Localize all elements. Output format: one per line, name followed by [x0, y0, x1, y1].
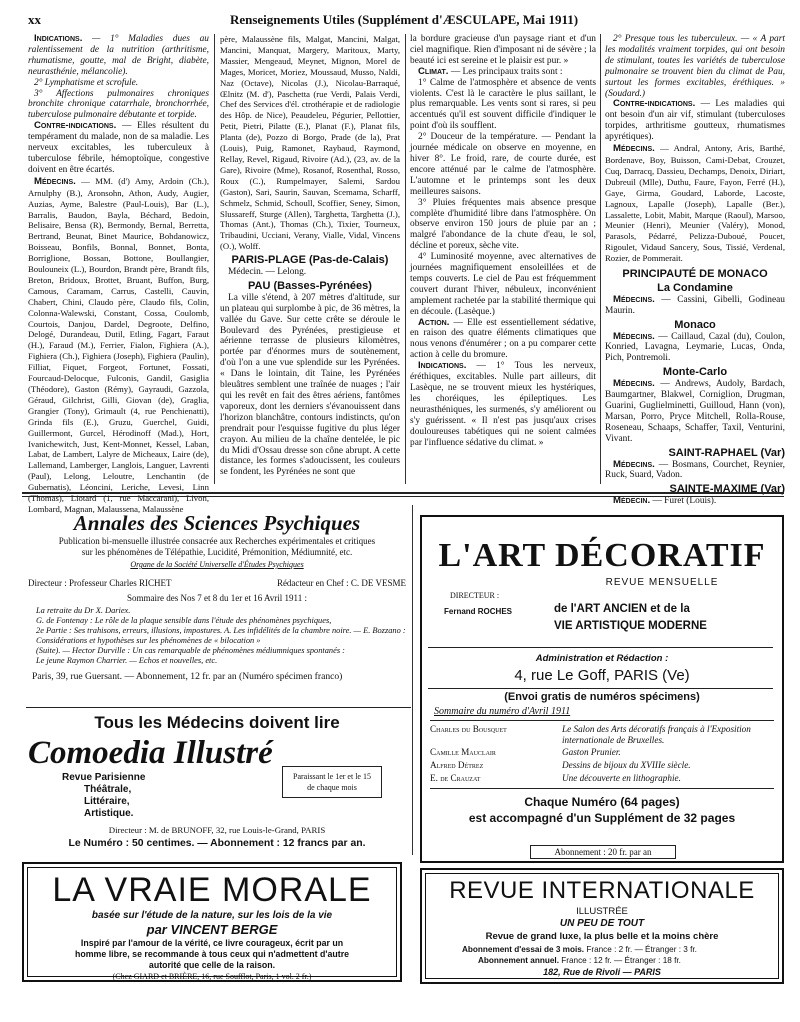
column-divider: [405, 34, 406, 484]
revue-line-2a: Abonnement d'essai de 3 mois.: [462, 945, 585, 954]
art-author: E. de Crauzat: [430, 773, 481, 783]
tuberculeux-paragraph: 2° Presque tous les tuberculeux. — « A part les modalités vraiment torpides, qui ont besoin de stimulant, toutes les variétés de tuberculose pulmonaire se trouvent bien du climat de Pau, surtout les formes excitables, éréthiques. » (Soudard.): [605, 34, 785, 99]
column-divider: [600, 34, 601, 484]
subheading-condamine: La Condamine: [657, 281, 733, 294]
art-author: Charles du Bousquet: [430, 724, 507, 734]
morale-line-2: par VINCENT BERGE: [146, 922, 278, 937]
revue-line-3b: France : 12 fr. — Étranger : 18 fr.: [561, 956, 681, 965]
art-title: L'ART DÉCORATIF: [438, 537, 766, 574]
art-address: 4, rue Le Goff, PARIS (Ve): [514, 667, 690, 684]
sainte-maxime-medecins: Médecin. — Furet (Louis).: [613, 495, 717, 507]
medecins-continued: père, Malaussène fils, Malgat, Mancini, Malgat, Mancini, Manquat, Margery, Maritoux, Marty, Massier, Mengeaud, Meynet, Mignon, Morel de Mages, Moricet, Moriez, Moussaud, Musso, Naldi, Naz (Octave), Nicolas (J.), Nicolau-Barraqué, Œlnitz (M. d'), Paschetta (rue Verdi, Palais Verdi, Chef des Services d'él. ctrothérapie et de radiologie des Hôp. de Nice), Peaudeleu, Pégurier, Pellottier, Petit, Pietri, Pilatte (E.), Planat (F.), Planat fils, Planta (de), Pozzo di Borgo, Prade (de la), Prat (Louis), Puig, Ramonet, Raybaud, Raymond, Rellay, Revel, Rigaud, Rivoire (Ad.), (23, av. de la Gare), Rivoire (Mme), Rosanof, Rosenthal, Rosso, Roux (C.), Rumpelmayer, Salemi, Sardou (Gaston), Sari, Saurin, Sauvan, Scemama, Scharff, Schmelz, Schmid, Schoull, Scoffier, Seney, Simon, Slussareff, Sturge (Allen), Targhetta, Targhetta (J.), Thomas (Ant.), Thomas (Ch.), Tixier, Tourneux, Tribaudini, Ucciani, Verany, Vialle, Vidal, Vincens (O.), Wolff.: [220, 34, 400, 252]
revue-title: REVUE INTERNATIONALE: [449, 877, 755, 904]
annales-line-1: Publication bi-mensuelle illustrée consacrée aux Recherches expérimentales et critiques: [58, 536, 376, 546]
climat-pluies: 3° Pluies fréquentes mais absence presque complète d'humidité libre dans l'atmosphère. On observe environ 150 jours de pluie par an ; malgré l'abondance de la chute d'eau, le sol, décline et poreux, sèche vite.: [410, 197, 596, 252]
annales-summary-4: (Suite). — Hector Durville : Un cas remarquable de phénomènes médiumniques spontanés :: [36, 646, 345, 655]
comoedia-title: Comoedia Illustré: [28, 735, 273, 771]
column-2: [220, 34, 400, 484]
annales-address: Paris, 39, rue Guersant. — Abonnement, 12 fr. par an (Numéro spécimen franco): [32, 671, 343, 682]
art-author: Camille Mauclair: [430, 747, 496, 757]
art-subtitle: REVUE MENSUELLE: [605, 577, 719, 588]
art-article: Dessins de bijoux du XVIIIe siècle.: [562, 760, 691, 770]
annales-summary: Sommaire des Nos 7 et 8 du 1er et 16 Avril 1911 :: [127, 593, 307, 603]
annales-summary-2: G. de Fontenay : Le rôle de la plaque sensible dans l'étude des phénomènes psychiques,: [36, 616, 332, 625]
art-line-2: VIE ARTISTIQUE MODERNE: [554, 620, 707, 632]
column-divider: [214, 34, 215, 484]
art-lines: [422, 603, 782, 639]
condamine-medecins: Médecins. — Cassini, Gibelli, Godineau Maurin.: [605, 293, 785, 316]
comoedia-line-4: Artistique.: [84, 808, 134, 819]
table-row: [430, 759, 774, 772]
comoedia-price: Le Numéro : 50 centimes. — Abonnement : 12 francs par an.: [68, 838, 366, 849]
subheading-saint-raphael: SAINT-RAPHAEL (Var): [668, 446, 785, 459]
ad-comoedia: [22, 712, 412, 852]
revue-line-3a: Abonnement annuel.: [478, 956, 559, 965]
art-article: Gaston Prunier.: [562, 747, 621, 757]
indications-pau-paragraph: Indications. — 1° Tous les nerveux, éréthiques, excitables. Nulle part ailleurs, dit Lasèque, ne se trouvent mieux les hystériques, les choréiques, les épileptiques. Les neurasthéniques, les surmenés, s'y améliorent ou s'y guérissent. « Il n'est pas jusqu'aux crises douloureuses tabétiques qui ne soient calmées par l'influence sédative du climat. »: [410, 360, 596, 448]
saint-raphael-medecins: Médecins. — Bosmans, Courchet, Reynier, Ruck, Suard, Vadon.: [605, 458, 785, 481]
medecins-pau: Médecins. — Andral, Antony, Aris, Barthé, Bordenave, Boy, Buisson, Cami-Debat, Crouzet, Cuq, Darracq, Dassieu, Dechamps, Denoix, Diriart, Dubreuil (Mlle), Duthu, Faure, Fayon, Ferré (H.), Gaye, Girma, Goudard, Laborde, Lacoste, Lagnoux, Lapalle (Joseph), Lapalle (Ber.), Lassalette, Lobit, Mabit, Marque (Raoul), Marsoo, Meunier (Henri), Meunier (Valéry), Monod, Parasols, Pédarré, Pelizza-Duboué, Poucet, Rigoulet, Vidaud Sancery, Sous, Tissié, Verdenal, Rozier, de Pommerait.: [605, 143, 785, 264]
annales-editor: Rédacteur en Chef : C. DE VESME: [276, 578, 406, 588]
ad-revue-internationale: [420, 868, 784, 984]
city-heading-paris-plage: PARIS-PLAGE (Pas-de-Calais): [231, 254, 389, 267]
city-heading-monaco: PRINCIPAUTÉ DE MONACO: [622, 268, 768, 281]
table-row: [430, 746, 774, 759]
subheading-monte-carlo: Monte-Carlo: [662, 366, 728, 379]
comoedia-body: [22, 772, 412, 824]
table-row: [430, 724, 774, 746]
comoedia-box: [282, 766, 382, 798]
lymphatisme-paragraph: 2° Lymphatisme et scrofule.: [34, 77, 139, 88]
comoedia-head: Tous les Médecins doivent lire: [94, 713, 340, 732]
comoedia-line-3: Littéraire,: [84, 796, 130, 807]
revue-line-3: [422, 955, 782, 966]
morale-line-6: (Chez GIARD et BRIÈRE, 16, rue Soufflot, Paris, 1 vol. 2 fr.): [112, 972, 312, 981]
art-line-1: de l'ART ANCIEN et de la: [554, 603, 690, 615]
pau-quote-end: la bordure gracieuse d'un paysage riant et d'un ciel magnifique. Rien d'imposant ni de sévère ; la beauté ici est sereine et le plaisir est pur. »: [410, 34, 596, 66]
annales-title: Annales des Sciences Psychiques: [73, 511, 361, 535]
affections-paragraph: 3° Affections pulmonaires chroniques bronchite chronique catarrhale, bronchorrhée, tuberculose pulmonaire débutante et torpide.: [28, 88, 209, 121]
ad-column-divider: [412, 505, 413, 855]
art-director-label: DIRECTEUR :: [450, 591, 500, 600]
revue-subtitle-2: UN PEU DE TOUT: [559, 918, 645, 929]
page-number: xx: [28, 12, 41, 27]
annales-summary-1: La retraite du Dr X. Dariex.: [36, 606, 131, 615]
revue-line-1: Revue de grand luxe, la plus belle et la moins chère: [485, 931, 719, 942]
annales-summary-5: Le jeune Raymon Charrier. — Echos et nouvelles, etc.: [36, 656, 218, 665]
art-admin: Administration et Rédaction :: [535, 653, 669, 664]
morale-title: LA VRAIE MORALE: [52, 871, 372, 909]
climat-douceur: 2° Douceur de la température. — Pendant la journée médicale on observe en moyenne, en hiver 8°. Le froid, rare, de courte durée, est encore atténué par le calme de l'atmosphère. L'automne et le printemps sont les deux meilleures saisons.: [410, 132, 596, 197]
running-header: [28, 12, 780, 28]
monaco-medecins: Médecins. — Caillaud, Cazal (du), Coulon, Konried, Lavagna, Leymarie, Lucas, Onda, Pich, Pontremoli.: [605, 330, 785, 364]
contre-indications-pau: Contre-indications. — Les maladies qui ont besoin d'un air vif, stimulant (tuberculoses torpides, arthritisme goutteux, rhumatismes apyrétiques).: [605, 98, 785, 143]
annales-director: Directeur : Professeur Charles RICHET: [28, 578, 172, 588]
morale-line-5: autorité que celle de la raison.: [148, 960, 276, 970]
pau-description: La ville s'étend, à 207 mètres d'altitude, sur un plateau qui surplombe à pic, de 36 mètres, la vallée du Gave. Sur cette crête se déroule le Boulevard des Pyrénées, prestigieuse et aérienne terrasse de plusieurs kilomètres, portée par d'énormes murs de soutènement, d'où l'on a une vue splendide sur les Pyrénées. « Dans le lointain, dit Taine, les Pyrénées bleuâtres semblent une traînée de nuages ; l'air qui les revêt en fait des êtres aériens, fantômes vaporeux, dont les derniers s'évanouissent dans l'horizon blanchâtre, contours indistincts, qu'on prendrait pour l'esquisse fugitive du plus léger crayon. Au milieu de la chaîne dentelée, le pic du Midi d'Ossau dresse son cône abrupt. A cette distance, les formes s'adoucissent, les couleurs se fondent, les Pyrénées ne sont que: [220, 292, 400, 478]
subheading-monaco: Monaco: [674, 318, 716, 331]
indications-paragraph: Indications. — 1° Maladies dues au ralentissement de la nutrition (arthritisme, rhumatisme, goutte, mal de Bright, diabète, neurasthénie, mélancolie).: [28, 33, 209, 77]
comoedia-box-line-1: Paraissant le 1er et le 15: [293, 772, 371, 781]
revue-address: 182, Rue de Rivoli — PARIS: [543, 967, 661, 977]
art-director: [422, 589, 782, 603]
column-3: [410, 34, 596, 484]
comoedia-box-line-2: de chaque mois: [307, 783, 357, 792]
morale-line-4: homme libre, se recommande à tous ceux qui n'admettent d'autre: [74, 949, 350, 959]
ad-annales: [22, 510, 412, 700]
art-summary: Sommaire du numéro d'Avril 1911: [434, 706, 571, 717]
section-divider: [22, 496, 784, 497]
climat-paragraph: Climat. — Les principaux traits sont :: [418, 65, 563, 77]
comoedia-line-2: Théâtrale,: [84, 784, 132, 795]
page-title: Renseignements Utiles (Supplément d'ÆSCULAPE, Mai 1911): [229, 12, 579, 27]
annales-line-2: sur les phénomènes de Télépathie, Lucidité, Prémonition, Médiumnité, etc.: [81, 547, 353, 557]
ad-art-decoratif: [420, 515, 784, 863]
annales-staff: [28, 578, 406, 589]
medecins-paragraph: Médecins. — MM. (d') Amy, Ardoin (Ch.), Arnulphy (B.), Aronsohn, Athon, Audy, Augier, Auzias, Ayme, Balestre (Paul-Louis), Bar (L.), Barralis, Baudon, Bayla, Béchard, Bedoin, Belisaire, Bensa (R), Bermondy, Bernal, Berretta, Bertrand, Beunat, Binet Maurice, Bohdanowicz, Boisseau, Bonfils, Bonnal, Bonnet, Bonta, Borriglione, Bossan, Bottone, Boullangier, Boulouneix (L.), Bourdon, Brandt père, Brandt fils, Breton, Bridoux, Brottet, Bruant, Buffon, Burg, Camous, Caramam, Carrus, Castelli, Cauvin, Chabert, Chini, Claudo père, Claudo fils, Colin, Colonna-Walewski, Constant, Cossa, Coulomb, Courtois, Danjou, Dardel, Degroote, Delfino, Delogé, Durandeau, Dutil, Etling, Fagart, Faraut (H.), Faraud (M.), Ferrier, Fialon, Fighiera (A.), Fighiera (Ch.), Fighiera (Joseph), Fighiera (Paulin), Filliat, Fiquet, Forgeot, Fortunet, Fossati, Fourcaud-Delocque, Fulconis, Gandil, Gasiglia (Théodore), Gaston (Rémy), Gayraudi, Gazzola, Géraud, Gilchrist, Gilli, Giovan (de), Graglia, Grangier (Tony), Grimault (4, rue Penchienatti), Grinda fils (E.), Gruzu, Guerchel, Guidi, Guillermont, Gurcel, Hérodinoff (Mad.), Hort, Ivanichewitch, Just, Kent-Monnet, Kessel, Laban, Labat, de Lambert, Lalyre de Micheaux, Laire (de), Lallemand, Lamberger, Langlois, Languer, Lavrenti (Paul), Lelong, Leloutre, Lenchantin (de Gubernatis), Léoncini, Leriche, Levesi, Linn (Thomas), Liotard (1, rue Maccarani), Livon, Lombard, Magnan, Malaussena, Malaussène: [28, 175, 209, 514]
climat-luminosite: 4° Luminosité moyenne, avec alternatives de journées magnifiquement ensoleillées et de temps couverts. Le ciel de Pau est fréquemment couvert durant l'hiver, nébuleux, inconvénient amplement rachetée par la stabilité thermique qui en découle. (Lasèque.): [410, 252, 596, 317]
art-abonnement: Abonnement : 20 fr. par an: [530, 845, 676, 859]
contre-indications-paragraph: Contre-indications. — Elles résultent du tempérament du malade, non de sa maladie. Les nerveux excitables, les tuberculeux à tuberculose fébrile, hémoptoïque, congestive doivent en être écartés.: [28, 120, 209, 175]
comoedia-director: Directeur : M. de BRUNOFF, 32, rue Louis-le-Grand, PARIS: [108, 825, 326, 835]
morale-line-3: Inspiré par l'amour de la vérité, ce livre courageux, écrit par un: [80, 938, 344, 948]
revue-line-2b: France : 2 fr. — Étranger : 3 fr.: [586, 945, 697, 954]
annales-summary-3: 2e Partie : Ses trahisons, erreurs, illusions, impostures. A. Les infidélités de la chambre noire. — E. Bozzano : Considérations et hypothèses sur les phénomènes de « bilocation »: [36, 626, 406, 645]
column-1: [28, 33, 209, 514]
comoedia-line-1: Revue Parisienne: [62, 772, 146, 783]
section-divider: [22, 492, 784, 494]
art-supplement: est accompagné d'un Supplément de 32 pages: [468, 811, 736, 825]
art-director-name: Fernand ROCHES: [444, 607, 513, 616]
art-summary-table: [430, 720, 774, 789]
ad-divider: [26, 707, 411, 708]
art-article: Une découverte en lithographie.: [562, 773, 681, 783]
morale-line-1: basée sur l'étude de la nature, sur les lois de la vie: [91, 910, 333, 921]
monte-carlo-medecins: Médecins. — Andrews, Audoly, Bardach, Baumgartner, Blakwel, Corniglion, Drugman, Guarini, Guglielminetti, Guilloud, Hann (von), Marsan, Porro, Pryce Mitchell, Rolla-Rouse, Roseneau, Schaaps, Schaffer, Taxil, Venturini, Vivant.: [605, 378, 785, 444]
art-author: Alfred Détrez: [430, 760, 484, 770]
annales-line-3: Organe de la Société Universelle d'Études Psychiques: [130, 560, 304, 569]
column-4: [605, 34, 785, 507]
action-paragraph: Action. — Elle est essentiellement sédative, en raison des quatre éléments climatiques que nous venons d'énumérer ; on a pu comparer cette action à celle du bromure.: [410, 316, 596, 361]
ad-morale: [22, 862, 402, 982]
table-row: [430, 772, 774, 785]
art-envoi: (Envoi gratis de numéros spécimens): [504, 691, 700, 703]
city-heading-pau: PAU (Basses-Pyrénées): [248, 279, 372, 292]
revue-line-2: [422, 944, 782, 955]
revue-subtitle: ILLUSTRÉE: [576, 906, 628, 917]
art-article: Le Salon des Arts décoratifs français à l'Exposition internationale de Bruxelles.: [562, 724, 751, 745]
paris-plage-medecin: Médecin. — Lelong.: [228, 267, 307, 278]
art-numero: Chaque Numéro (64 pages): [524, 795, 680, 809]
subheading-sainte-maxime: SAINTE-MAXIME (Var): [669, 483, 785, 496]
climat-calme: 1° Calme de l'atmosphère et absence de vents violents. C'est là le caractère le plus saillant, le plus remarquable. Les vents sont si rares, si peu accentués qu'il est souvent difficile d'indiquer le point d'où ils soufflent.: [410, 77, 596, 132]
